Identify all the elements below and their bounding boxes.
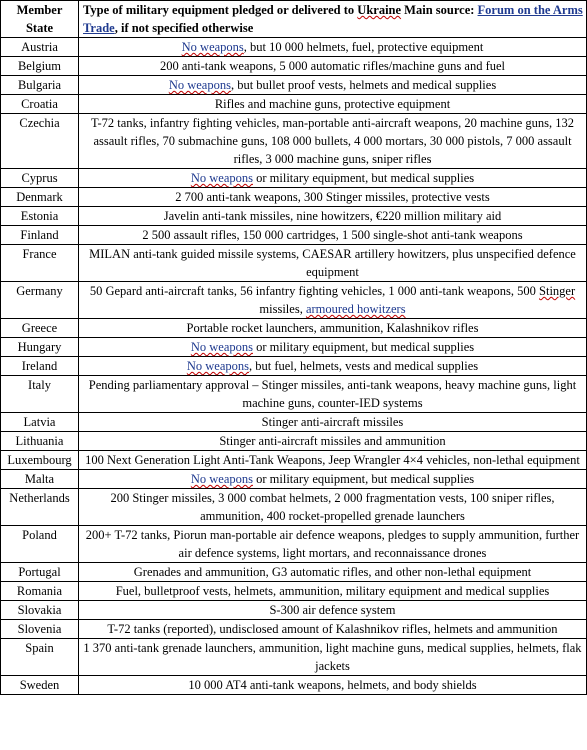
equipment-text: 200+ T-72 tanks, Piorun man-portable air defence weapons, pledges to supply ammunition, further air defence systems, light mortars, and reconnaissance drones [85,528,580,560]
equipment-cell [79,226,587,245]
equipment-text: Stinger anti-aircraft missiles and ammunition [219,434,446,448]
equipment-cell [79,563,587,582]
equipment-text: 2 700 anti-tank weapons, 300 Stinger missiles, protective vests [175,190,490,204]
equipment-cell [79,451,587,470]
table-row [1,207,587,226]
equipment-cell [79,432,587,451]
forum-arms-trade-link[interactable]: Forum on the Arms Trade [83,3,583,35]
member-state-cell: Greece [1,319,79,338]
no-weapons-link[interactable]: No weapons [190,472,253,486]
table-row [1,282,587,319]
equipment-cell [79,114,587,169]
equipment-cell [79,338,587,357]
equipment-text: Javelin anti-tank missiles, nine howitzers, €220 million military aid [163,209,502,223]
header-equipment-suffix: , if not specified otherwise [114,21,254,35]
table-row [1,169,587,188]
equipment-cell [79,601,587,620]
header-equipment-mid: Main source: [401,3,478,17]
member-state-cell: Czechia [1,114,79,169]
equipment-text: 2 500 assault rifles, 150 000 cartridges, 1 500 single-shot anti-tank weapons [142,228,523,242]
equipment-cell [79,357,587,376]
member-state-cell: Spain [1,639,79,676]
equipment-text: or military equipment, but medical supplies [253,171,475,185]
equipment-cell [79,489,587,526]
table-row [1,526,587,563]
equipment-cell [79,95,587,114]
member-state-cell: France [1,245,79,282]
table-row [1,620,587,639]
equipment-cell [79,376,587,413]
table-row [1,451,587,470]
member-state-cell: Hungary [1,338,79,357]
equipment-cell [79,676,587,695]
no-weapons-link[interactable]: No weapons [190,171,253,185]
table-row [1,470,587,489]
header-row [1,1,587,38]
table-row [1,639,587,676]
member-state-cell: Bulgaria [1,76,79,95]
table-row [1,563,587,582]
equipment-cell [79,282,587,319]
no-weapons-link[interactable]: No weapons [186,359,249,373]
member-state-cell: Romania [1,582,79,601]
equipment-text: Grenades and ammunition, G3 automatic rifles, and other non-lethal equipment [133,565,532,579]
equipment-text: MILAN anti-tank guided missile systems, CAESAR artillery howitzers, plus unspecified defence equipment [89,247,576,279]
member-state-cell: Lithuania [1,432,79,451]
member-state-cell: Finland [1,226,79,245]
member-state-cell: Germany [1,282,79,319]
equipment-cell [79,413,587,432]
table-row [1,338,587,357]
equipment-cell [79,639,587,676]
equipment-cell [79,207,587,226]
table-row [1,432,587,451]
equipment-text: 100 Next Generation Light Anti-Tank Weapons, Jeep Wrangler 4×4 vehicles, non-lethal equipment [85,453,580,467]
table-row [1,226,587,245]
member-state-cell: Malta [1,470,79,489]
header-equipment [79,1,587,38]
no-weapons-link[interactable]: No weapons [181,40,244,54]
table-row [1,319,587,338]
table-row [1,76,587,95]
equipment-cell [79,470,587,489]
member-state-cell: Croatia [1,95,79,114]
equipment-text: 50 Gepard anti-aircraft tanks, 56 infantry fighting vehicles, 1 000 anti-tank weapons, 500 [89,284,540,298]
member-state-cell: Cyprus [1,169,79,188]
member-state-cell: Italy [1,376,79,413]
equipment-text: , but fuel, helmets, vests and medical supplies [249,359,479,373]
armoured-howitzers-link[interactable]: armoured howitzers [305,302,406,316]
equipment-text: , but bullet proof vests, helmets and medical supplies [230,78,497,92]
equipment-text: Portable rocket launchers, ammunition, Kalashnikov rifles [186,321,479,335]
equipment-text: or military equipment, but medical supplies [253,340,475,354]
equipment-text-mid: missiles, [259,302,306,316]
table-row [1,188,587,207]
equipment-cell [79,38,587,57]
member-state-cell: Luxembourg [1,451,79,470]
equipment-text: 200 anti-tank weapons, 5 000 automatic rifles/machine guns and fuel [159,59,506,73]
equipment-text: 1 370 anti-tank grenade launchers, ammunition, light machine guns, medical supplies, helmets, flak jackets [83,641,582,673]
equipment-cell [79,582,587,601]
member-state-cell: Slovakia [1,601,79,620]
equipment-cell [79,319,587,338]
equipment-text: S-300 air defence system [269,603,396,617]
member-state-cell: Poland [1,526,79,563]
member-state-cell: Latvia [1,413,79,432]
table-row [1,357,587,376]
member-state-cell: Ireland [1,357,79,376]
equipment-text: Stinger anti-aircraft missiles [261,415,404,429]
equipment-text: 10 000 AT4 anti-tank weapons, helmets, and body shields [188,678,477,692]
member-state-cell: Estonia [1,207,79,226]
table-row [1,245,587,282]
member-state-cell: Austria [1,38,79,57]
equipment-cell [79,526,587,563]
table-row [1,601,587,620]
equipment-text: T-72 tanks (reported), undisclosed amount of Kalashnikov rifles, helmets and ammunition [107,622,558,636]
member-state-cell: Slovenia [1,620,79,639]
equipment-text: 200 Stinger missiles, 3 000 combat helmets, 2 000 fragmentation vests, 100 sniper rifles, ammunition, 400 rocket-propelled grenade launchers [110,491,555,523]
header-member-state: Member State [1,1,79,38]
table-row [1,376,587,413]
table-row [1,95,587,114]
table-row [1,38,587,57]
member-state-cell: Denmark [1,188,79,207]
equipment-cell [79,169,587,188]
table-row [1,582,587,601]
equipment-cell [79,245,587,282]
equipment-cell [79,57,587,76]
member-state-cell: Netherlands [1,489,79,526]
no-weapons-link[interactable]: No weapons [168,78,231,92]
equipment-cell [79,188,587,207]
table-row [1,114,587,169]
no-weapons-link[interactable]: No weapons [190,340,253,354]
equipment-cell [79,76,587,95]
table-row [1,489,587,526]
equipment-cell [79,620,587,639]
member-state-cell: Belgium [1,57,79,76]
equipment-text-flagged: Stinger [539,284,576,298]
equipment-text: , but 10 000 helmets, fuel, protective equipment [243,40,484,54]
equipment-text: Pending parliamentary approval – Stinger missiles, anti-tank weapons, heavy machine guns, light machine guns, counter-IED systems [88,378,577,410]
table-row [1,676,587,695]
equipment-text: Fuel, bulletproof vests, helmets, ammunition, military equipment and medical supplies [115,584,550,598]
table-row [1,413,587,432]
header-equipment-prefix: Type of military equipment pledged or delivered to [83,3,358,17]
equipment-text: T-72 tanks, infantry fighting vehicles, man-portable anti-aircraft weapons, 20 machine guns, 132 assault rifles, 70 submachine guns, 108 000 bullets, 4 000 mortars, 30 000 pistols, 7 000 assault rifles, 3 000 machine guns, sniper rifles [90,116,575,166]
member-state-cell: Sweden [1,676,79,695]
header-ukraine: Ukraine [357,3,402,17]
member-state-cell: Portugal [1,563,79,582]
equipment-text: or military equipment, but medical supplies [253,472,475,486]
table-row [1,57,587,76]
equipment-text: Rifles and machine guns, protective equipment [214,97,451,111]
